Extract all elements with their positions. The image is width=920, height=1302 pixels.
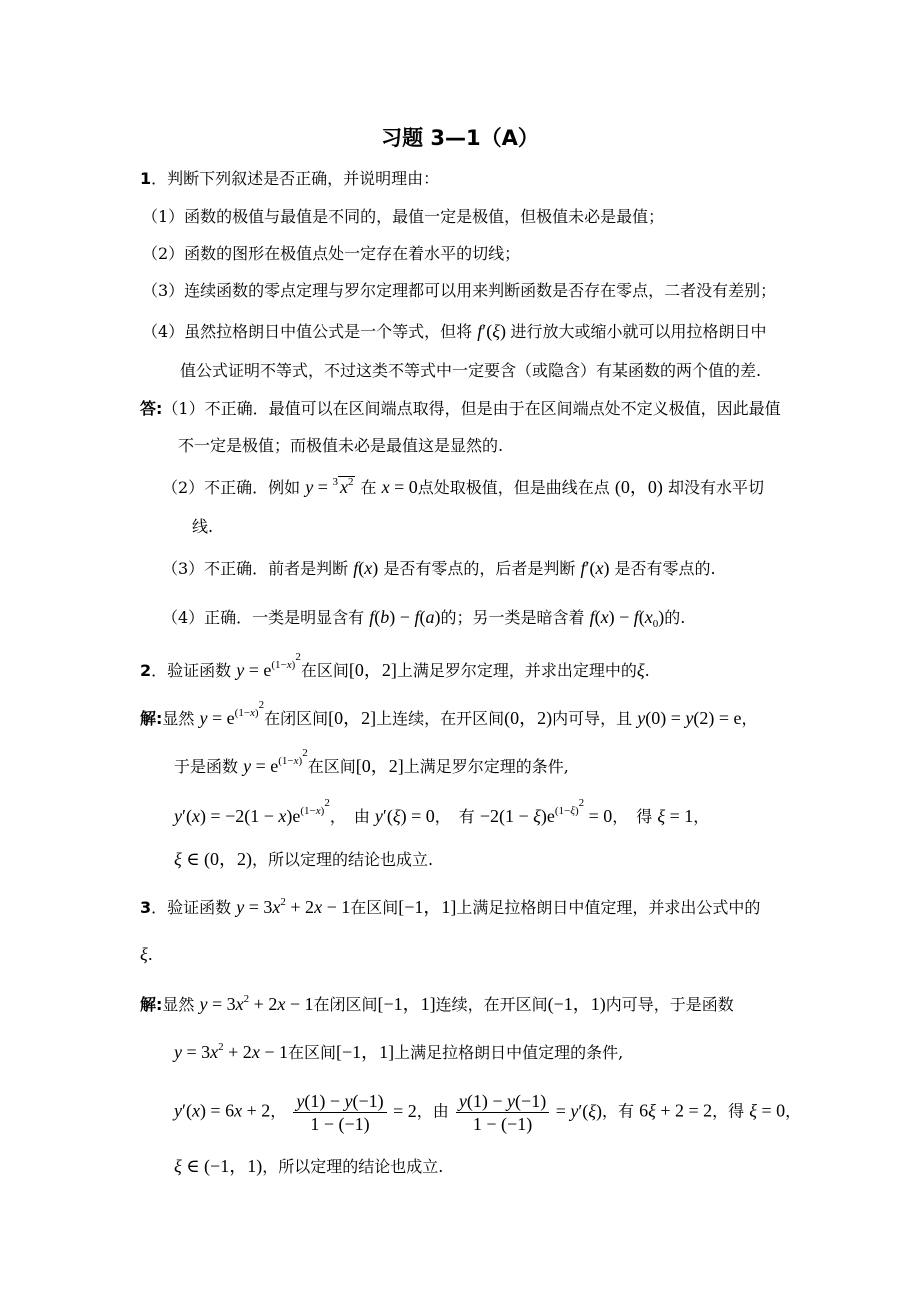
formula-xi-eq-0: ξ = 0 (749, 1100, 786, 1121)
q3-text-4: . (147, 945, 153, 964)
q3-sol-text-9: ，有 (602, 1101, 635, 1121)
formula-interval-m1-1: [−1，1] (398, 897, 457, 917)
formula-origin: (0，0) (614, 477, 663, 497)
q1-item-4-cont: 值公式证明不等式，不过这类不等式中一定要含（或隐含）有某函数的两个值的差. (180, 361, 762, 380)
q3-number: 3 (140, 898, 152, 917)
q1-item-4 (142, 320, 766, 343)
answer-label: 答: (140, 399, 163, 418)
a3-text-3: 是否有零点的. (614, 559, 716, 578)
a3-line (162, 557, 716, 580)
q2-sol-line-4 (174, 848, 433, 871)
formula-6xi-2: 6ξ + 2 = 2 (639, 1100, 713, 1121)
q3-sol-text-6: 上满足拉格朗日中值定理的条件, (394, 1043, 624, 1062)
formula-quadratic: $y = 3x^2 + 2x - 1$ (236, 896, 351, 917)
formula-interval-0-2: [0，2] (328, 708, 377, 728)
q3-solution-label: 解: (140, 995, 163, 1014)
a2-line-2: 线. (192, 517, 214, 536)
q3-sol-text-3: 连续，在开区间 (435, 995, 548, 1014)
a1-text-1: （1）不正确．最值可以在区间端点取得，但是由于在区间端点处不定义极值，因此最值 (162, 399, 781, 418)
q2-sol-line-1 (140, 699, 758, 730)
q1-item-1: （1）函数的极值与最值是不同的，最值一定是极值，但极值未必是最值； (142, 207, 665, 226)
q2-sol-text-13: ，所以定理的结论也成立. (252, 850, 434, 869)
formula-mvt-equation: $\frac{y(1) - y(-1)}{1 - (-1)}$ = y′(ξ) (454, 1101, 602, 1121)
formula-xi-eq-1: ξ = 1 (657, 806, 694, 826)
a4-line (162, 606, 685, 629)
formula-fx: f(x) (353, 558, 379, 578)
a1-line-1 (140, 398, 781, 420)
formula-fb-fa: f(b) − f(a) (369, 607, 441, 627)
formula-y-exp: $y = e^{(1-x)^2}$ (236, 651, 301, 680)
formula-interval-0-2: [0，2] (348, 660, 397, 680)
formula-interval-m1-1: [−1，1] (377, 994, 436, 1014)
q3-sol-line-1 (140, 993, 734, 1016)
q2-text-1: ．验证函数 (151, 661, 232, 680)
q3-sol-text-12: ，所以定理的结论也成立. (262, 1157, 444, 1176)
formula-interval-0-2: [0，2] (355, 756, 404, 776)
q2-text-3: 上满足罗尔定理，并求出定理中的 (396, 661, 637, 680)
a1-line-2: 不一定是极值；而极值未必是最值这是显然的. (178, 436, 504, 455)
q2-sol-text-5: ， (741, 709, 758, 728)
a4-text-3: 的. (664, 608, 686, 627)
q3-sol-line-4 (174, 1155, 443, 1178)
q2-solution-label: 解: (140, 709, 163, 728)
q3-sol-text-2: 在闭区间 (313, 995, 378, 1014)
q2-sol-text-3: 上连续，在开区间 (376, 709, 505, 728)
formula-y0-y2-e: y(0) = y(2) = e (637, 708, 742, 728)
q2-number: 2 (140, 661, 152, 680)
q3-text-3: 上满足拉格朗日中值定理，并求出公式中的 (456, 898, 761, 917)
q2-sol-text-9: ， 由 (329, 807, 370, 826)
q2-sol-text-12: ， (693, 807, 710, 826)
formula-quadratic: $y = 3x^2 + 2x - 1$ (174, 1041, 288, 1062)
formula-xi-in-m1-1: ξ ∈ (−1，1) (174, 1156, 263, 1176)
q2-sol-line-3 (174, 797, 710, 828)
formula-xi-in-0-2: ξ ∈ (0，2) (174, 849, 253, 869)
q2-sol-text-11: ， 得 (612, 807, 653, 826)
formula-open-0-2: (0，2) (504, 708, 553, 728)
a4-text-2: 的；另一类是暗含着 (440, 608, 585, 627)
formula-quadratic: $y = 3x^2 + 2x - 1$ (199, 993, 314, 1014)
a2-text-3: 点处取极值，但是曲线在点 (417, 478, 610, 497)
a2-text-1: （2）不正确．例如 (162, 478, 301, 497)
q1-item-4-text-a: （4）虽然拉格朗日中值公式是一个等式，但将 (142, 322, 473, 341)
formula-interval-m1-1: [−1，1] (335, 1042, 395, 1062)
q2-stem (140, 651, 650, 682)
q1-number: 1 (140, 169, 152, 188)
q1-item-4-text-b: 进行放大或缩小就可以用拉格朗日中 (510, 322, 767, 341)
formula-fx-fx0: $f(x) - f(x_0)$ (589, 607, 665, 630)
q3-sol-text-8: ，由 (416, 1101, 449, 1121)
formula-open-m1-1: (−1，1) (547, 994, 606, 1014)
q1-stem-text: ．判断下列叙述是否正确，并说明理由： (151, 169, 440, 188)
q2-sol-line-2 (174, 747, 569, 778)
q3-stem-cont (140, 943, 153, 966)
q3-sol-text-5: 在区间 (287, 1043, 336, 1062)
q1-item-3: （3）连续函数的零点定理与罗尔定理都可以用来判断函数是否存在零点，二者没有差别； (142, 281, 777, 300)
q3-sol-text-4: 内可导，于是函数 (605, 995, 734, 1014)
q3-stem (140, 896, 760, 919)
a3-text-2: 是否有零点的，后者是判断 (383, 559, 576, 578)
formula-fprime-xi: f′(ξ) (477, 321, 511, 341)
q2-text-4: . (644, 661, 650, 680)
q2-sol-text-2: 在闭区间 (264, 709, 329, 728)
q2-sol-text-8: 上满足罗尔定理的条件, (403, 757, 569, 776)
formula-slope-fraction: $\frac{y(1) - y(-1)}{1 - (-1)}$ = 2 (291, 1101, 416, 1121)
formula-yprime-xi-0: y′(ξ) = 0 (374, 806, 435, 826)
a3-text-1: （3）不正确．前者是判断 (162, 559, 349, 578)
a2-text-2: 在 (360, 478, 377, 497)
a4-text-1: （4）正确．一类是明显含有 (162, 608, 365, 627)
q1-item-2: （2）函数的图形在极值点处一定存在着水平的切线； (142, 244, 521, 263)
q3-sol-text-11: ， (785, 1101, 802, 1121)
page-title: 习题 3—1（A） (381, 126, 539, 150)
q2-sol-text-10: ， 有 (434, 807, 475, 826)
q3-sol-line-3 (174, 1090, 801, 1135)
formula-cube-root: y = $^3$ $x^2$ (305, 476, 354, 497)
q3-sol-text-7: ， (270, 1101, 287, 1121)
formula-x-eq-0: x = 0 (381, 477, 418, 497)
a2-line-1 (162, 476, 764, 499)
formula-derivative: $y'(x) = -2(1 - x)e^{(1-x)^2}$ (174, 797, 330, 826)
q3-sol-text-10: ，得 (712, 1101, 745, 1121)
q3-text-2: 在区间 (350, 898, 399, 917)
q2-sol-text-4: 内可导，且 (552, 709, 633, 728)
q2-sol-text-1: 显然 (162, 709, 195, 728)
formula-xi: ξ (636, 660, 645, 680)
q2-sol-text-6: 于是函数 (174, 757, 239, 776)
q3-sol-text-1: 显然 (162, 995, 195, 1014)
formula-yprime: y′(x) = 6x + 2 (174, 1100, 271, 1121)
formula-xi: ξ (140, 944, 148, 964)
formula-eq-xi: $-2(1 - \xi)e^{(1-\xi)^2} = 0$ (479, 797, 613, 826)
a2-text-4: 却没有水平切 (668, 478, 765, 497)
formula-y-exp: $y = e^{(1-x)^2}$ (199, 699, 265, 728)
q3-text-1: ．验证函数 (151, 898, 232, 917)
formula-fprime-x: f′(x) (580, 558, 610, 578)
formula-y-exp: $y = e^{(1-x)^2}$ (243, 747, 308, 776)
q2-sol-text-7: 在区间 (307, 757, 356, 776)
q1-stem (140, 168, 439, 190)
q2-text-2: 在区间 (300, 661, 349, 680)
q3-sol-line-2 (174, 1041, 623, 1064)
